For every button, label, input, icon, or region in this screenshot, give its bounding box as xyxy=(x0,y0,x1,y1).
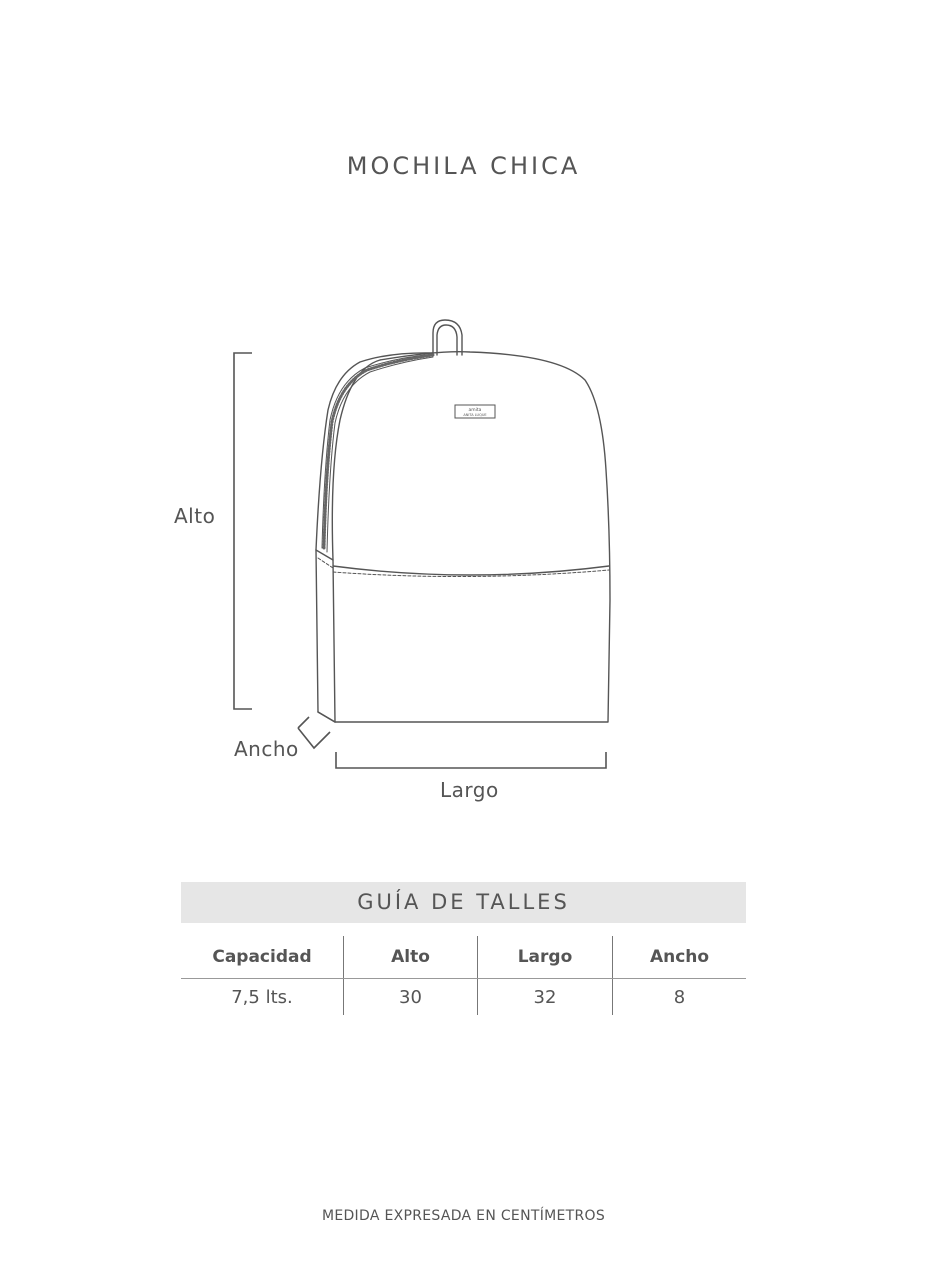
brand-tag xyxy=(455,405,495,418)
length-label: Largo xyxy=(440,778,499,802)
svg-text:amita: amita xyxy=(468,408,482,413)
cell-width: 8 xyxy=(613,979,747,1016)
header-height: Alto xyxy=(344,936,478,979)
table-row xyxy=(181,979,746,1016)
table-header-row xyxy=(181,936,746,979)
page-title: MOCHILA CHICA xyxy=(346,152,581,180)
width-dimension-bracket xyxy=(298,717,330,748)
backpack-pocket-seam xyxy=(333,566,609,575)
header-length: Largo xyxy=(478,936,613,979)
svg-text:ANITA LUQUE: ANITA LUQUE xyxy=(463,413,487,417)
height-dimension-bracket xyxy=(234,353,252,709)
width-label: Ancho xyxy=(234,737,299,761)
length-dimension-bracket xyxy=(336,752,606,768)
cell-height: 30 xyxy=(344,979,478,1016)
header-capacity: Capacidad xyxy=(181,936,344,979)
height-label: Alto xyxy=(174,504,216,528)
size-guide xyxy=(181,882,746,1015)
cell-capacity: 7,5 lts. xyxy=(231,986,293,1008)
size-table xyxy=(181,936,746,1015)
footnote: MEDIDA EXPRESADA EN CENTÍMETROS xyxy=(321,1208,606,1224)
header-width: Ancho xyxy=(613,936,747,979)
size-guide-title: GUÍA DE TALLES xyxy=(181,882,746,923)
cell-length: 32 xyxy=(478,979,613,1016)
